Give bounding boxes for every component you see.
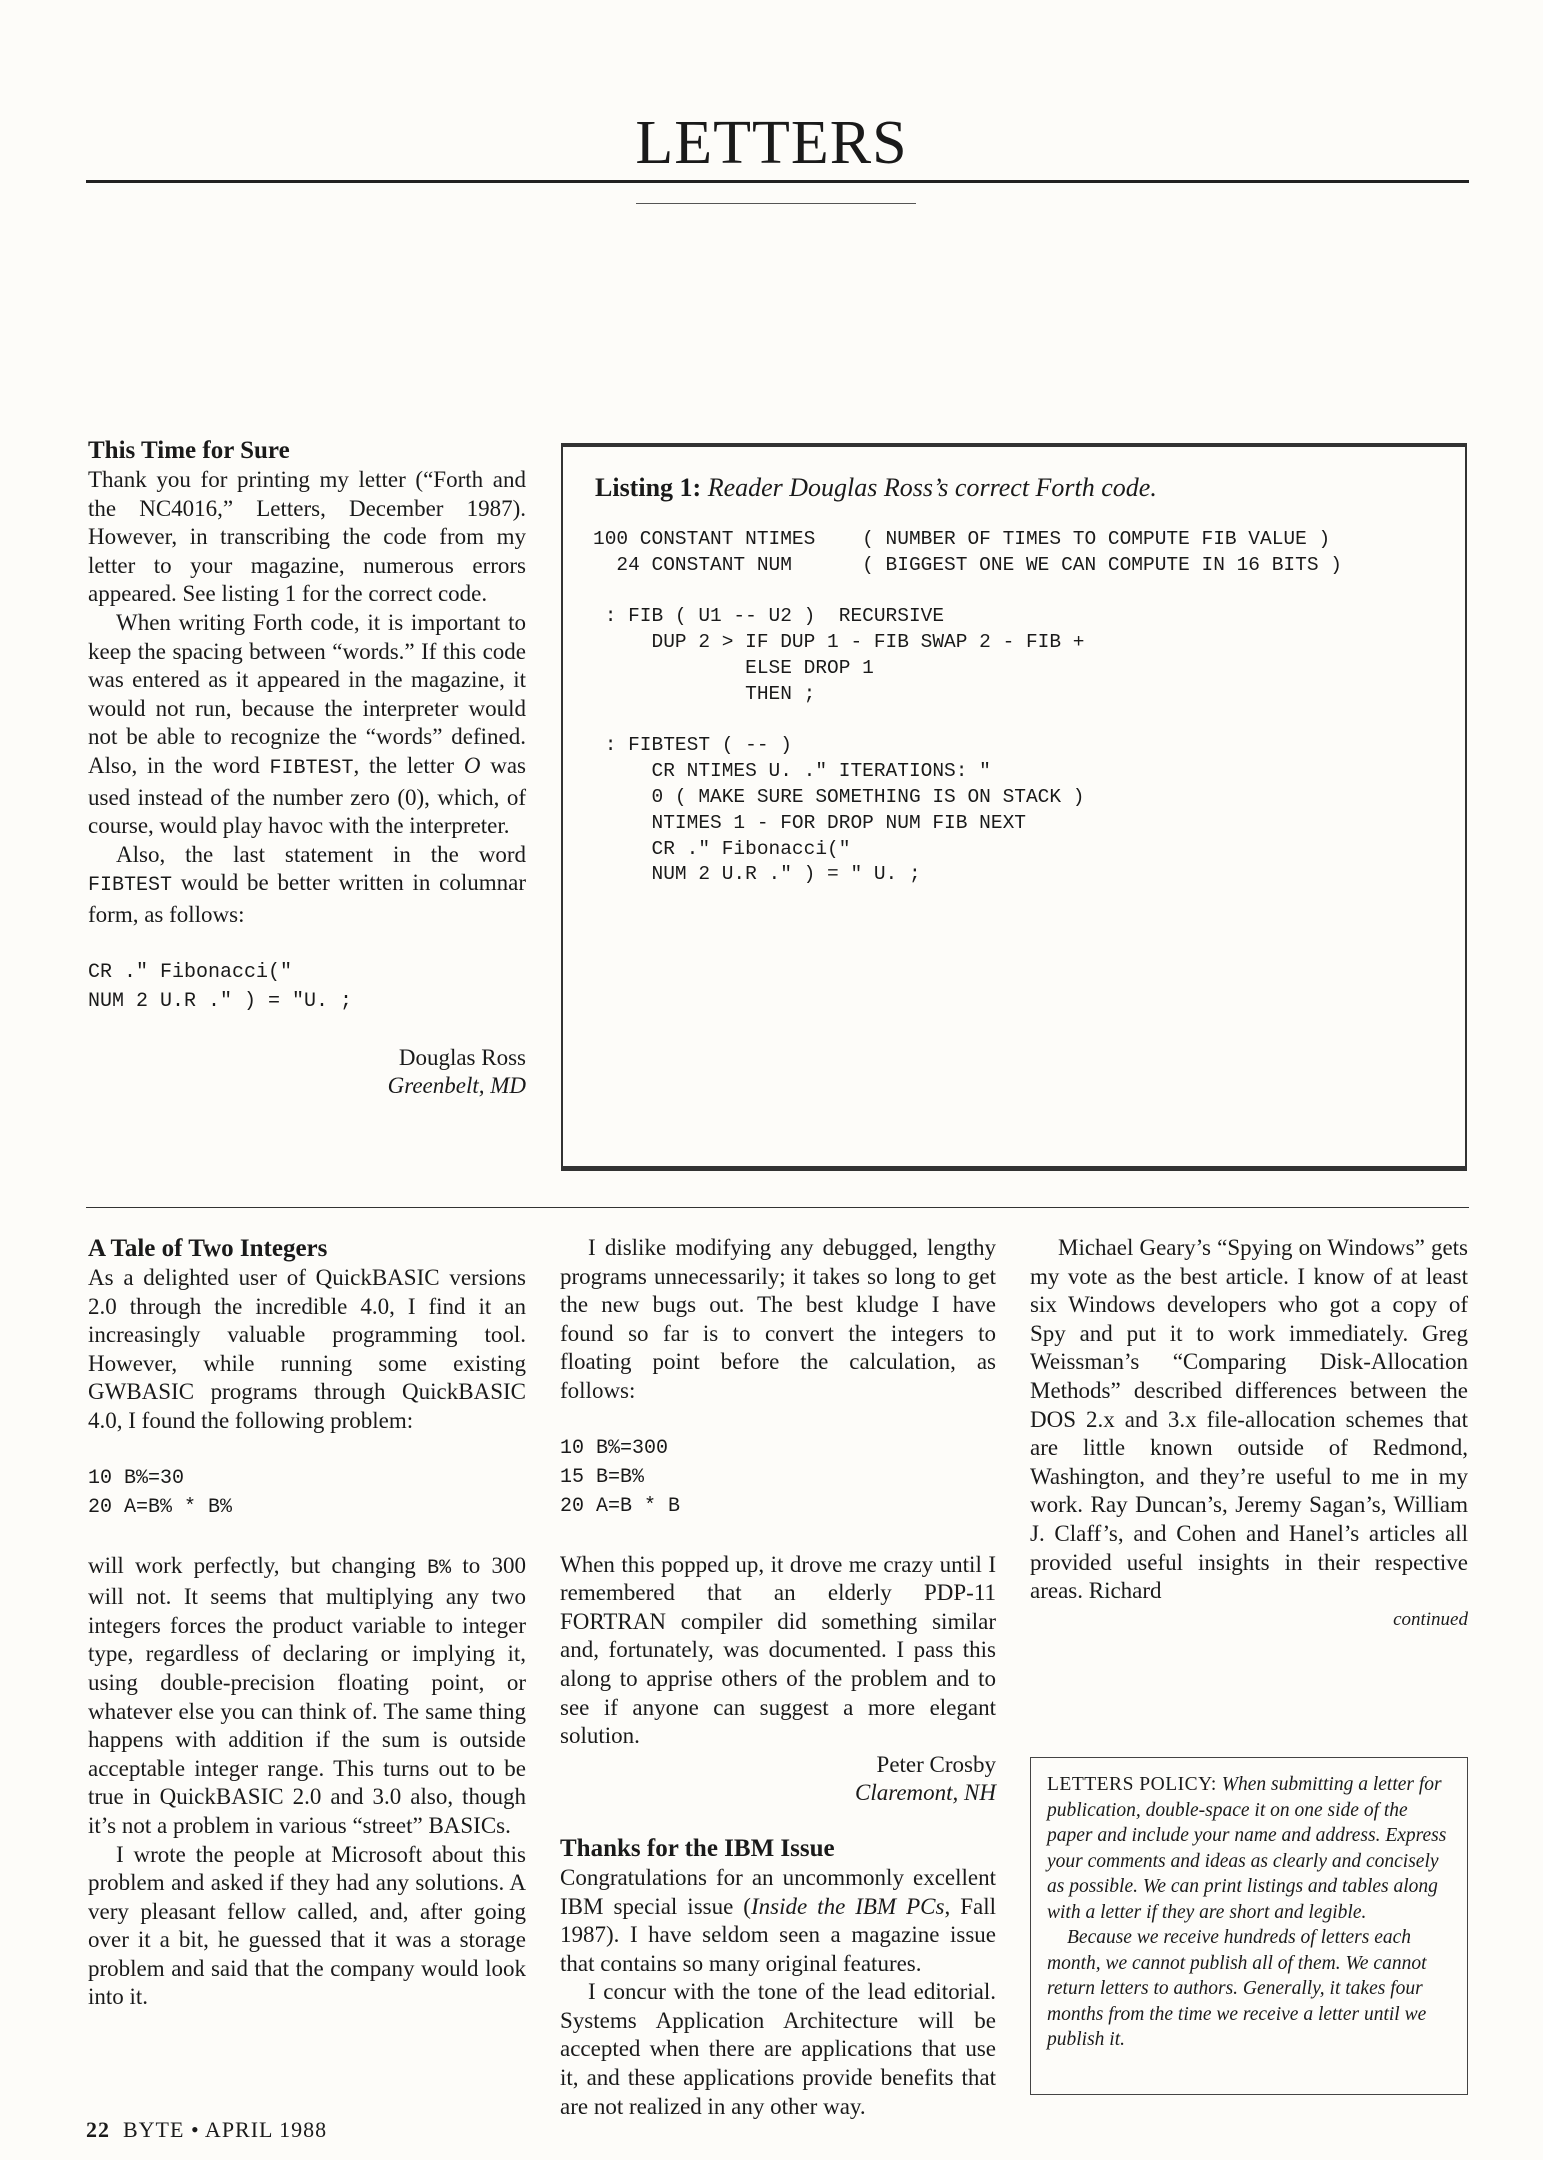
letter-tale-of-two-integers — [88, 1234, 526, 2012]
column-3 — [1030, 1234, 1468, 1634]
listing-code: 100 CONSTANT NTIMES ( NUMBER OF TIMES TO COMPUTE FIB VALUE ) 24 CONSTANT NUM ( BIGGEST ONE WE CAN COMPUTE IN 16 BITS ) : FIB ( U1 -- U2 ) RECURSIVE DUP 2 > IF DUP 1 - FIB SWAP 2 - FIB + ELSE DROP 1 THEN ; : FIBTEST ( -- ) CR NTIMES U. ." ITERATIONS: " 0 ( MAKE SURE SOMETHING IS ON STACK ) NTIMES 1 - FOR DROP NUM FIB NEXT CR ." Fibonacci(" NUM 2 U.R ." ) = " U. ; — [593, 528, 1342, 886]
letter-title: Thanks for the IBM Issue — [560, 1834, 835, 1862]
letter-paragraph: will work perfectly, but changing B% to 300 will not. It seems that multiplying any two integers forces the product variable to integer type, regardless of declaring or implying it, using double-precision floating point, or whatever else you can think of. The same thing happens with addition if the sum is outside acceptable integer range. This turns out to be true in QuickBASIC 2.0 and 3.0 also, though it’s not a problem in various “street” BASICs. — [88, 1552, 526, 1838]
column-2 — [560, 1234, 996, 2121]
policy-paragraph: Because we receive hundreds of letters each month, we cannot publish all of them. We cannot return letters to authors. Generally, it takes four months from the time we receive a letter until we publish it. — [1047, 1927, 1427, 2050]
letter-paragraph: As a delighted user of QuickBASIC versions 2.0 through the incredible 4.0, I find it an increasingly valuable programming tool. However, while running some existing GWBASIC programs through QuickBASIC 4.0, I found the following problem: — [88, 1265, 526, 1433]
author-name: Douglas Ross — [398, 1044, 526, 1070]
signature — [560, 1751, 996, 1808]
code-snippet: 10 B%=30 20 A=B% * B% — [88, 1466, 233, 1519]
letter-paragraph: When writing Forth code, it is important to keep the spacing between “words.” If this code was entered as it appeared in the magazine, it would not run, because the interpreter would not be able to recognize the “words” defined. Also, in the word FIBTEST, the letter O was used instead of the number zero (0), which, of course, would play havoc with the interpreter. — [88, 609, 526, 839]
letter-paragraph: I concur with the tone of the lead editorial. Systems Application Architecture will be accepted when there are applications that use it, and these applications provide benefits that are not realized in any other way. — [560, 1979, 996, 2119]
letter-title: A Tale of Two Integers — [88, 1235, 328, 1262]
header-rule — [86, 180, 1469, 183]
letter-title: This Time for Sure — [88, 437, 290, 464]
page-footer — [86, 2117, 327, 2143]
listing-caption: Listing 1: Reader Douglas Ross’s correct Forth code. — [595, 473, 1157, 502]
author-location: Greenbelt, MD — [387, 1073, 526, 1099]
author-location: Claremont, NH — [855, 1780, 996, 1806]
section-divider — [86, 1207, 1469, 1208]
listing-1-box — [561, 443, 1467, 1171]
letter-paragraph: Thank you for printing my letter (“Forth and the NC4016,” Letters, December 1987). However, in transcribing the code from my letter to your magazine, numerous errors appeared. See listing 1 for the correct code. — [88, 467, 526, 607]
policy-paragraph: LETTERS POLICY: When submitting a letter for publication, double-space it on one side of the paper and include your name and address. Express your comments and ideas as clearly and concisely as possible. We can print listings and tables along with a letter if they are short and legible. — [1047, 1774, 1447, 1923]
letter-this-time-for-sure — [88, 436, 526, 1101]
section-title: LETTERS — [635, 109, 908, 177]
author-name: Peter Crosby — [876, 1751, 996, 1777]
letter-paragraph: I wrote the people at Microsoft about this problem and asked if they had any solutions. A very pleasant fellow called, and, after going over it a bit, he guessed that it was a storage problem and said that the company would look into it. — [88, 1841, 526, 2010]
letter-paragraph: Congratulations for an uncommonly excellent IBM special issue (Inside the IBM PCs, Fall 1987). I have seldom seen a magazine issue that contains so many original features. — [560, 1864, 997, 1976]
page-number: 22 — [86, 2117, 110, 2142]
code-snippet: 10 B%=300 15 B=B% 20 A=B * B — [560, 1436, 681, 1518]
signature — [88, 1044, 526, 1101]
continued-label: continued — [1393, 1608, 1468, 1630]
letters-policy-box — [1030, 1757, 1468, 2095]
title-underline — [636, 203, 916, 204]
letter-paragraph: I dislike modifying any debugged, lengthy programs unnecessarily; it takes so long to get the new bugs out. The best kludge I have found so far is to convert the integers to floating point before the calculation, as follows: — [560, 1235, 996, 1403]
code-snippet: CR ." Fibonacci(" NUM 2 U.R ." ) = "U. ; — [88, 960, 353, 1013]
letter-paragraph: When this popped up, it drove me crazy until I remembered that an elderly PDP-11 FORTRAN compiler did something similar and, fortunately, was documented. I pass this along to apprise others of the problem and to see if anyone can suggest a more elegant solution. — [560, 1551, 996, 1749]
magazine-issue: BYTE • APRIL 1988 — [123, 2117, 328, 2142]
letter-paragraph: Michael Geary’s “Spying on Windows” gets my vote as the best article. I know of at least six Windows developers who got a copy of Spy and put it to work immediately. Greg Weissman’s “Comparing Disk-Allocation Methods” described differences between the DOS 2.x and 3.x file-allocation schemes that are little known outside of Redmond, Washington, and they’re useful to me in my work. Ray Duncan’s, Jeremy Sagan’s, William J. Claff’s, and Cohen and Hanel’s articles all provided useful insights in their respective areas. Richard — [1030, 1235, 1468, 1604]
letter-paragraph: Also, the last statement in the word FIBTEST would be better written in columnar form, as follows: — [88, 841, 526, 927]
